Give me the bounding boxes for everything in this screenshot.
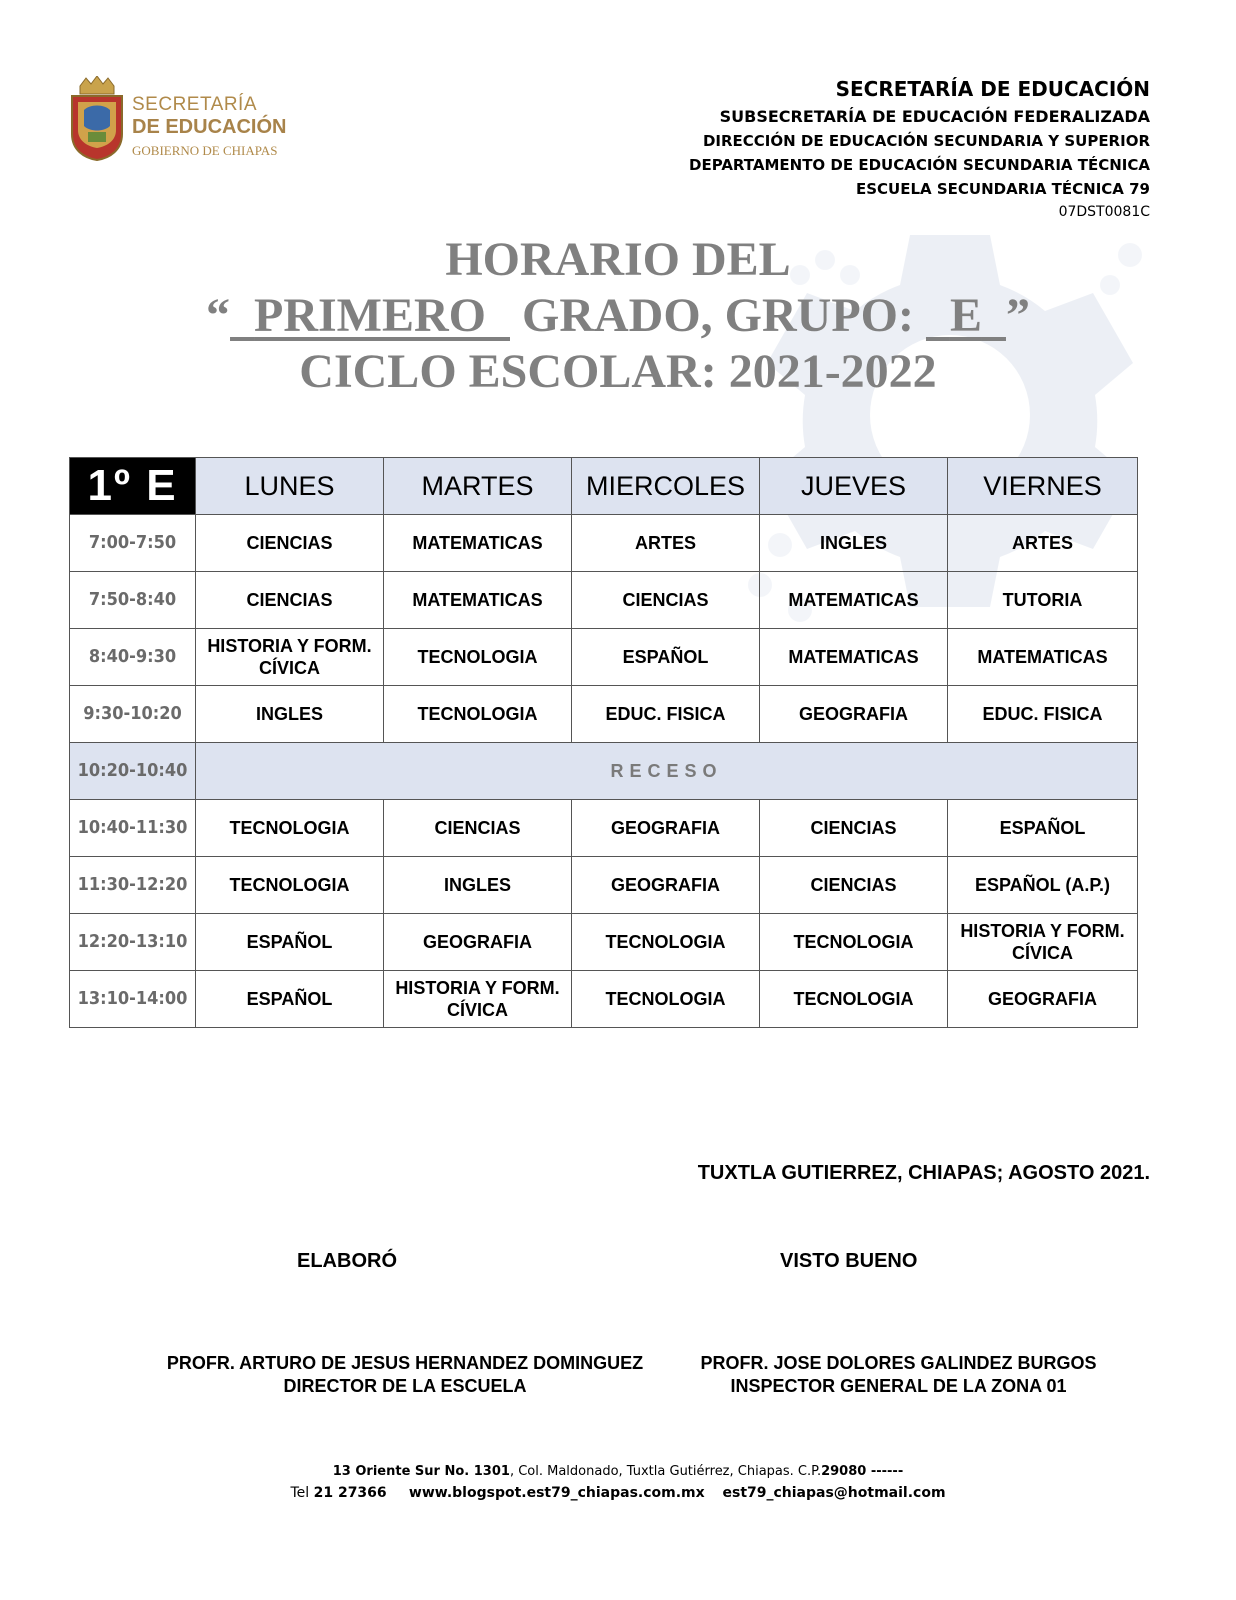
subject-cell: ARTES bbox=[948, 515, 1138, 572]
subject-cell: ARTES bbox=[572, 515, 760, 572]
day-header: JUEVES bbox=[760, 458, 948, 515]
subject-cell: ESPAÑOL (A.P.) bbox=[948, 857, 1138, 914]
subject-cell: ESPAÑOL bbox=[948, 800, 1138, 857]
logo-text-educacion: DE EDUCACIÓN bbox=[132, 116, 287, 138]
header-subsecretaria: SUBSECRETARÍA DE EDUCACIÓN FEDERALIZADA bbox=[719, 107, 1150, 126]
logo bbox=[70, 76, 310, 166]
day-header: LUNES bbox=[196, 458, 384, 515]
subject-cell: CIENCIAS bbox=[760, 857, 948, 914]
schedule-row bbox=[70, 857, 1138, 914]
schedule-row bbox=[70, 971, 1138, 1028]
footer-email-link[interactable]: est79_chiapas@hotmail.com bbox=[722, 1485, 946, 1501]
subject-cell: MATEMATICAS bbox=[948, 629, 1138, 686]
subject-cell: ESPAÑOL bbox=[196, 914, 384, 971]
signature-left bbox=[140, 1352, 670, 1398]
logo-text-secretaria: SECRETARÍA bbox=[132, 94, 258, 115]
day-header: MARTES bbox=[384, 458, 572, 515]
footer-tel-label: Tel bbox=[290, 1485, 314, 1501]
footer-cp: 29080 ------ bbox=[821, 1464, 904, 1479]
title-line-3: CICLO ESCOLAR: 2021-2022 bbox=[299, 345, 937, 398]
time-slot: 7:00-7:50 bbox=[70, 515, 196, 572]
subject-cell: INGLES bbox=[760, 515, 948, 572]
right-role: VISTO BUENO bbox=[780, 1250, 918, 1272]
subject-cell: TUTORIA bbox=[948, 572, 1138, 629]
subject-cell: INGLES bbox=[196, 686, 384, 743]
subject-cell: HISTORIA Y FORM. CÍVICA bbox=[196, 629, 384, 686]
subject-cell: HISTORIA Y FORM. CÍVICA bbox=[948, 914, 1138, 971]
footer-contact bbox=[0, 1485, 1236, 1501]
subject-cell: TECNOLOGIA bbox=[384, 686, 572, 743]
subject-cell: TECNOLOGIA bbox=[760, 971, 948, 1028]
time-slot: 8:40-9:30 bbox=[70, 629, 196, 686]
subject-cell: GEOGRAFIA bbox=[572, 800, 760, 857]
subject-cell: MATEMATICAS bbox=[384, 572, 572, 629]
header-direccion: DIRECCIÓN DE EDUCACIÓN SECUNDARIA Y SUPERIOR bbox=[702, 132, 1150, 150]
title-grade: PRIMERO bbox=[254, 289, 486, 342]
schedule-row bbox=[70, 914, 1138, 971]
subject-cell: GEOGRAFIA bbox=[384, 914, 572, 971]
title-group: E bbox=[949, 289, 982, 342]
subject-cell: CIENCIAS bbox=[384, 800, 572, 857]
recess-label: RECESO bbox=[196, 743, 1138, 800]
day-header: VIERNES bbox=[948, 458, 1138, 515]
subject-cell: TECNOLOGIA bbox=[572, 971, 760, 1028]
schedule-corner-label: 1º E bbox=[70, 458, 196, 515]
time-slot: 13:10-14:00 bbox=[70, 971, 196, 1028]
subject-cell: CIENCIAS bbox=[572, 572, 760, 629]
header-secretaria: SECRETARÍA DE EDUCACIÓN bbox=[835, 77, 1150, 101]
title-close-quote: ” bbox=[1005, 289, 1030, 342]
title-line-1: HORARIO DEL bbox=[445, 233, 791, 286]
subject-cell: CIENCIAS bbox=[760, 800, 948, 857]
subject-cell: ESPAÑOL bbox=[196, 971, 384, 1028]
time-slot: 11:30-12:20 bbox=[70, 857, 196, 914]
institution-header bbox=[689, 74, 1150, 223]
title-open-quote: “ bbox=[206, 289, 231, 342]
subject-cell: MATEMATICAS bbox=[760, 629, 948, 686]
subject-cell: CIENCIAS bbox=[196, 572, 384, 629]
schedule-row bbox=[70, 800, 1138, 857]
schedule-row bbox=[70, 629, 1138, 686]
subject-cell: TECNOLOGIA bbox=[572, 914, 760, 971]
subject-cell: HISTORIA Y FORM. CÍVICA bbox=[384, 971, 572, 1028]
time-slot: 9:30-10:20 bbox=[70, 686, 196, 743]
subject-cell: ESPAÑOL bbox=[572, 629, 760, 686]
header-clave: 07DST0081C bbox=[1058, 204, 1150, 220]
header-departamento: DEPARTAMENTO DE EDUCACIÓN SECUNDARIA TÉCNICA bbox=[689, 156, 1150, 174]
schedule-row bbox=[70, 686, 1138, 743]
title-grade-group-label: GRADO, GRUPO: bbox=[522, 289, 914, 342]
signature-right-name: PROFR. JOSE DOLORES GALINDEZ BURGOS bbox=[700, 1353, 1097, 1373]
header-escuela: ESCUELA SECUNDARIA TÉCNICA 79 bbox=[855, 180, 1150, 198]
footer-street: 13 Oriente Sur No. 1301 bbox=[332, 1464, 510, 1479]
subject-cell: EDUC. FISICA bbox=[948, 686, 1138, 743]
subject-cell: INGLES bbox=[384, 857, 572, 914]
schedule-header-row bbox=[70, 458, 1138, 515]
schedule-row bbox=[70, 572, 1138, 629]
signature-left-name: PROFR. ARTURO DE JESUS HERNANDEZ DOMINGUEZ bbox=[166, 1353, 644, 1373]
footer-address bbox=[0, 1464, 1236, 1479]
subject-cell: TECNOLOGIA bbox=[196, 857, 384, 914]
subject-cell: MATEMATICAS bbox=[384, 515, 572, 572]
chiapas-shield-icon bbox=[70, 76, 124, 162]
time-slot: 7:50-8:40 bbox=[70, 572, 196, 629]
footer-web-link[interactable]: www.blogspot.est79_chiapas.com.mx bbox=[408, 1485, 705, 1501]
time-slot: 12:20-13:10 bbox=[70, 914, 196, 971]
subject-cell: TECNOLOGIA bbox=[196, 800, 384, 857]
left-role: ELABORÓ bbox=[297, 1250, 397, 1272]
footer-tel: 21 27366 bbox=[313, 1485, 387, 1501]
signature-left-title: DIRECTOR DE LA ESCUELA bbox=[283, 1376, 527, 1396]
subject-cell: GEOGRAFIA bbox=[760, 686, 948, 743]
schedule-table bbox=[69, 457, 1138, 1028]
day-header: MIERCOLES bbox=[572, 458, 760, 515]
subject-cell: GEOGRAFIA bbox=[948, 971, 1138, 1028]
page-title bbox=[0, 232, 1236, 400]
subject-cell: TECNOLOGIA bbox=[384, 629, 572, 686]
subject-cell: CIENCIAS bbox=[196, 515, 384, 572]
logo-text-gobierno: GOBIERNO DE CHIAPAS bbox=[132, 143, 278, 158]
subject-cell: EDUC. FISICA bbox=[572, 686, 760, 743]
signature-right-title: INSPECTOR GENERAL DE LA ZONA 01 bbox=[730, 1376, 1067, 1396]
subject-cell: MATEMATICAS bbox=[760, 572, 948, 629]
place-date: TUXTLA GUTIERREZ, CHIAPAS; AGOSTO 2021. bbox=[697, 1162, 1150, 1184]
signature-right bbox=[676, 1352, 1121, 1398]
subject-cell: TECNOLOGIA bbox=[760, 914, 948, 971]
time-slot: 10:40-11:30 bbox=[70, 800, 196, 857]
recess-time: 10:20-10:40 bbox=[70, 743, 196, 800]
title-line-2 bbox=[0, 288, 1236, 344]
recess-row bbox=[70, 743, 1138, 800]
footer-address-rest: , Col. Maldonado, Tuxtla Gutiérrez, Chiapas. C.P. bbox=[509, 1464, 822, 1479]
subject-cell: GEOGRAFIA bbox=[572, 857, 760, 914]
schedule-row bbox=[70, 515, 1138, 572]
